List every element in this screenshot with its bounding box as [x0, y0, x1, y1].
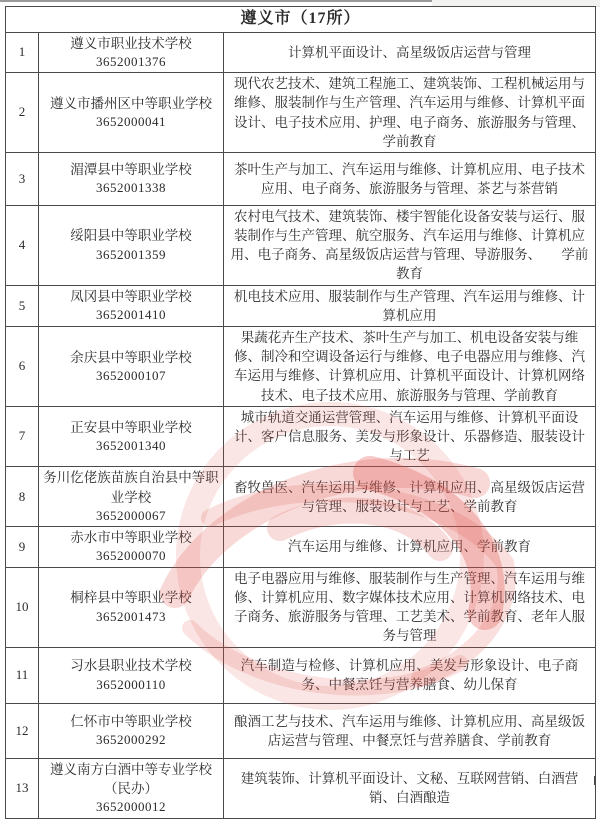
school-name: 务川仡佬族苗族自治县中等职业学校 — [43, 470, 219, 505]
majors-cell: 建筑装饰、计算机平面设计、文秘、互联网营销、白酒营销、白酒酿造 — [224, 758, 596, 818]
school-name: 遵义南方白酒中等专业学校（民办） — [50, 761, 212, 796]
school-cell — [39, 152, 224, 205]
school-code: 3652001359 — [96, 246, 166, 262]
row-number: 13 — [6, 758, 39, 818]
row-number: 11 — [6, 647, 39, 703]
row-number: 5 — [6, 285, 39, 326]
row-number: 10 — [6, 567, 39, 647]
school-cell — [39, 467, 224, 527]
majors-cell: 酿酒工艺与技术、汽车运用与维修、计算机应用、高星级饭店运营与管理、中餐烹饪与营养膳食、学前教育 — [224, 703, 596, 758]
table-row — [6, 326, 596, 406]
majors-cell: 机电技术应用、服装制作与生产管理、汽车运用与维修、计算机应用 — [224, 285, 596, 326]
row-number: 1 — [6, 32, 39, 73]
row-number: 3 — [6, 152, 39, 205]
school-code: 3652001376 — [96, 53, 166, 69]
school-code: 3652000107 — [96, 367, 166, 383]
table-row — [6, 205, 596, 285]
school-cell — [39, 758, 224, 818]
school-cell — [39, 406, 224, 466]
school-name: 绥阳县中等职业学校 — [70, 228, 192, 244]
majors-cell: 现代农艺技术、建筑工程施工、建筑装饰、工程机械运用与维修、服装制作与生产管理、汽车运用与维修、计算机平面设计、电子技术应用、护理、电子商务、旅游服务与管理、学前教育 — [224, 73, 596, 153]
school-code: 3652001338 — [96, 180, 166, 196]
school-name: 余庆县中等职业学校 — [70, 349, 192, 365]
school-cell — [39, 647, 224, 703]
majors-cell: 计算机平面设计、高星级饭店运营与管理 — [224, 32, 596, 73]
majors-cell: 茶叶生产与加工、汽车运用与维修、计算机应用、电子技术应用、电子商务、旅游服务与管理、茶艺与茶营销 — [224, 152, 596, 205]
majors-cell: 汽车运用与维修、计算机应用、学前教育 — [224, 527, 596, 568]
school-name: 湄潭县中等职业学校 — [70, 162, 192, 178]
school-name: 遵义市职业技术学校 — [70, 35, 192, 51]
school-name: 习水县职业技术学校 — [70, 658, 192, 674]
school-code: 3652000070 — [96, 548, 166, 564]
school-cell — [39, 527, 224, 568]
school-cell — [39, 285, 224, 326]
school-code: 3652000041 — [96, 113, 166, 129]
table-row — [6, 647, 596, 703]
school-name: 正安县中等职业学校 — [70, 419, 192, 435]
school-code: 3652000110 — [96, 676, 166, 692]
school-cell — [39, 73, 224, 153]
school-code: 3652001473 — [96, 608, 166, 624]
row-number: 12 — [6, 703, 39, 758]
school-name: 仁怀市中等职业学校 — [70, 713, 192, 729]
school-code: 3652000012 — [96, 799, 166, 815]
region-title: 遵义市（17所） — [6, 7, 596, 33]
screenshot-top-edge — [0, 0, 432, 2]
school-name: 桐梓县中等职业学校 — [70, 590, 192, 606]
row-number: 8 — [6, 467, 39, 527]
school-code: 3652000067 — [96, 507, 166, 523]
table-row — [6, 406, 596, 466]
majors-cell: 电子电器应用与维修、服装制作与生产管理、汽车运用与维修、计算机应用、数字媒体技术应用、计算机网络技术、电子商务、旅游服务与管理、工艺美术、学前教育、老年人服务与管理 — [224, 567, 596, 647]
majors-cell: 城市轨道交通运营管理、汽车运用与维修、计算机平面设计、客户信息服务、美发与形象设计、乐器修造、服装设计与工艺 — [224, 406, 596, 466]
table-row — [6, 32, 596, 73]
school-cell — [39, 703, 224, 758]
row-number: 7 — [6, 406, 39, 466]
school-code: 3652001340 — [96, 437, 166, 453]
school-name: 凤冈县中等职业学校 — [70, 288, 192, 304]
row-number: 2 — [6, 73, 39, 153]
school-cell — [39, 32, 224, 73]
school-cell — [39, 205, 224, 285]
row-number: 4 — [6, 205, 39, 285]
school-cell — [39, 326, 224, 406]
table-header-row — [6, 7, 596, 33]
table-row — [6, 152, 596, 205]
school-code: 3652000292 — [96, 732, 166, 748]
majors-cell: 汽车制造与检修、计算机应用、美发与形象设计、电子商务、中餐烹饪与营养膳食、幼儿保育 — [224, 647, 596, 703]
table-row — [6, 467, 596, 527]
table-row — [6, 527, 596, 568]
majors-cell: 农村电气技术、建筑装饰、楼宇智能化设备安装与运行、服装制作与生产管理、航空服务、汽车运用与维修、计算机应用、电子商务、高星级饭店运营与管理、导游服务、 学前教育 — [224, 205, 596, 285]
row-number: 9 — [6, 527, 39, 568]
school-name: 赤水市中等职业学校 — [70, 530, 192, 546]
majors-cell: 果蔬花卉生产技术、茶叶生产与加工、机电设备安装与维修、制冷和空调设备运行与维修、电子电器应用与维修、汽车运用与维修、计算机应用、计算机平面设计、计算机网络技术、电子技术应用、旅游服务与管理、学前教育 — [224, 326, 596, 406]
school-name: 遵义市播州区中等职业学校 — [50, 95, 212, 111]
school-cell — [39, 567, 224, 647]
school-table — [5, 6, 595, 819]
table-row — [6, 703, 596, 758]
majors-cell: 畜牧兽医、汽车运用与维修、计算机应用、高星级饭店运营与管理、服装设计与工艺、学前教育 — [224, 467, 596, 527]
table-row — [6, 73, 596, 153]
school-code: 3652001410 — [96, 307, 166, 323]
table-row — [6, 758, 596, 818]
table-row — [6, 285, 596, 326]
cutoff-next-row — [5, 776, 595, 785]
table-row — [6, 567, 596, 647]
row-number: 6 — [6, 326, 39, 406]
